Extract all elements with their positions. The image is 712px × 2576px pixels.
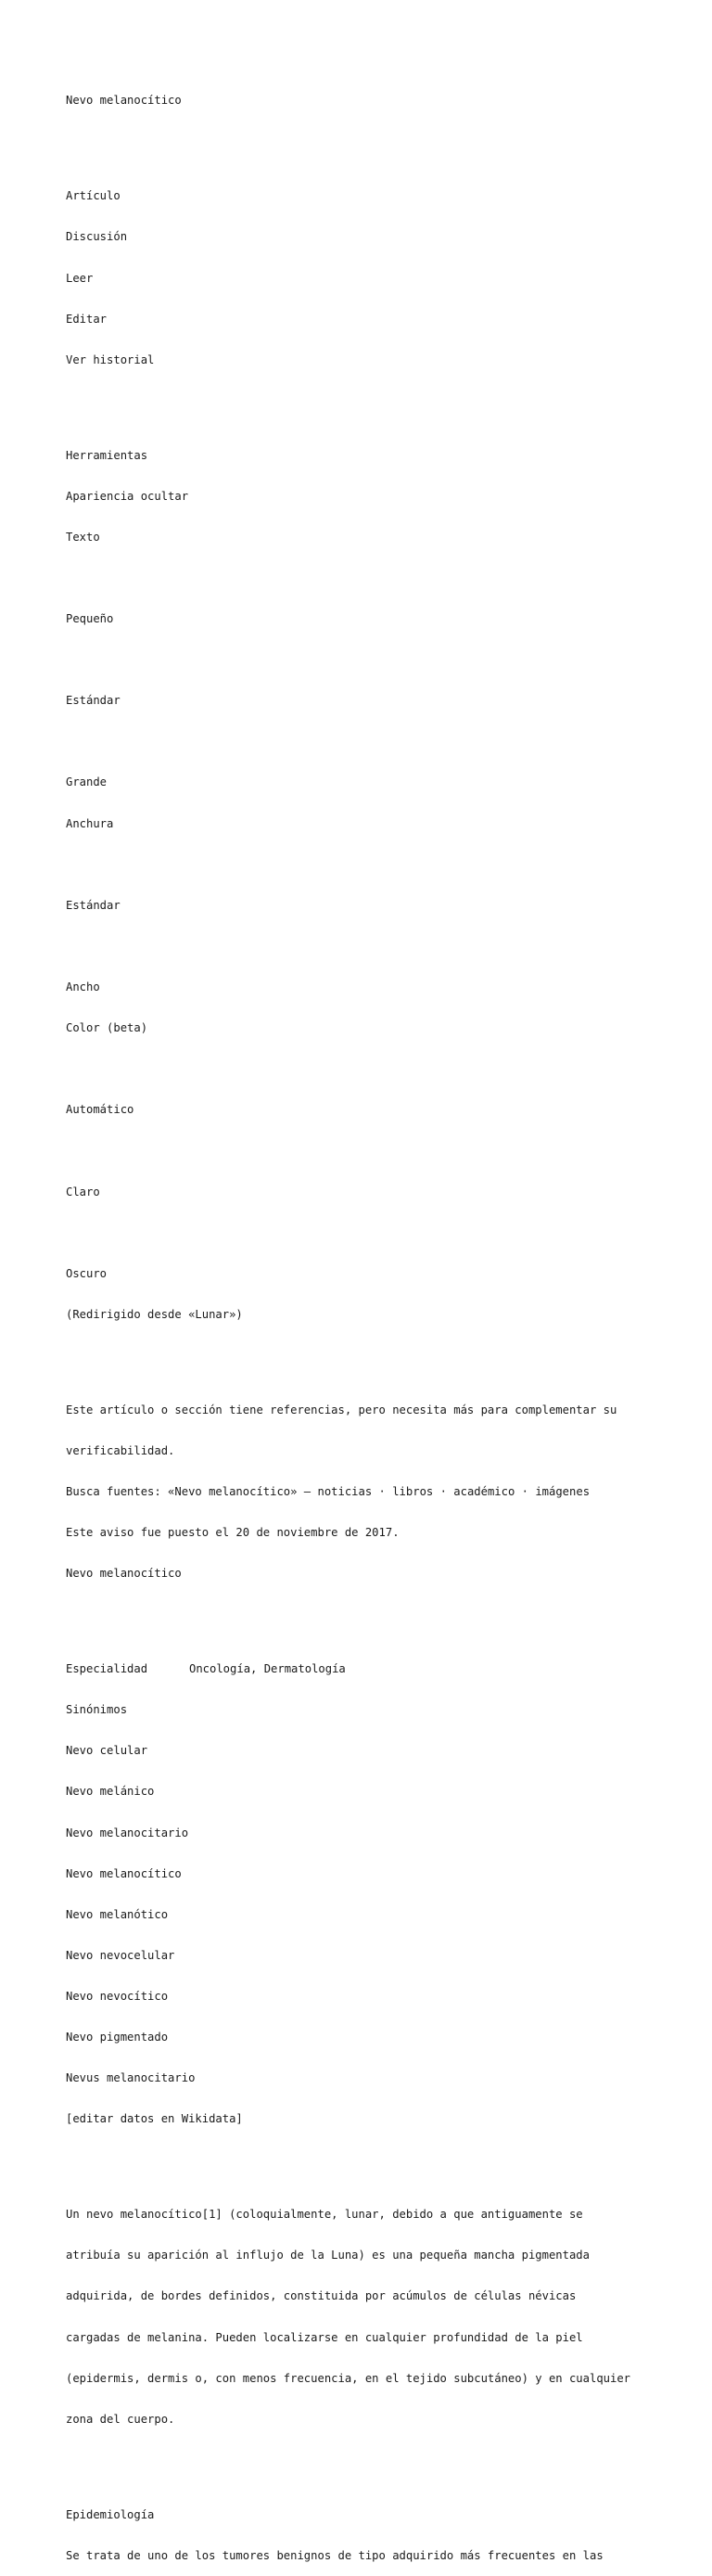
synonym-item: Nevo melanótico — [66, 1907, 169, 1921]
notice-line-1: Este artículo o sección tiene referencias, pero necesita más para complementar su — [66, 1403, 617, 1416]
notice-sources — [66, 1485, 659, 1499]
tab-edit[interactable]: Editar — [66, 312, 108, 326]
intro-line: zona del cuerpo. — [66, 2412, 175, 2426]
infobox-specialty-row — [66, 1662, 659, 1676]
spacer — [66, 1349, 659, 1363]
separator: · — [515, 1484, 536, 1498]
width-standard-option[interactable]: Estándar — [66, 898, 121, 912]
spacer — [66, 2153, 659, 2167]
synonym-item: Nevo melanocítico — [66, 1866, 182, 1880]
section-heading-epidemiology: Epidemiología — [66, 2507, 155, 2521]
color-light-option[interactable]: Claro — [66, 1185, 100, 1198]
tab-discussion[interactable]: Discusión — [66, 230, 128, 244]
spacer — [66, 653, 659, 667]
tools-menu[interactable]: Herramientas — [66, 448, 148, 462]
spacer — [66, 735, 659, 749]
separator: · — [372, 1484, 393, 1498]
specialty-value[interactable]: Oncología, Dermatología — [189, 1662, 346, 1676]
spacer — [66, 135, 659, 149]
color-dark-option[interactable]: Oscuro — [66, 1266, 108, 1280]
page-title: Nevo melanocítico — [66, 94, 182, 108]
spacer — [66, 1144, 659, 1158]
redirect-note: (Redirigido desde «Lunar») — [66, 1307, 243, 1321]
intro-line: Un nevo melanocítico[1] (coloquialmente, lunar, debido a que antiguamente se — [66, 2208, 583, 2222]
synonym-item: Nevo nevocelular — [66, 1948, 175, 1962]
intro-line: (epidermis, dermis o, con menos frecuencia, en el tejido subcutáneo) y en cualquier — [66, 2371, 631, 2385]
spacer — [66, 1608, 659, 1621]
spacer — [66, 1226, 659, 1240]
section-first-line: Se trata de uno de los tumores benignos de tipo adquirido más frecuentes en las — [66, 2548, 604, 2562]
color-label: Color (beta) — [66, 1021, 148, 1035]
synonym-item: Nevo celular — [66, 1744, 148, 1758]
tab-article[interactable]: Artículo — [66, 189, 121, 203]
tab-read[interactable]: Leer — [66, 271, 94, 285]
separator: · — [433, 1484, 454, 1498]
synonym-item: Nevo pigmentado — [66, 2031, 169, 2044]
source-news-link[interactable]: noticias — [317, 1484, 373, 1498]
notice-sources-prefix: Busca fuentes: «Nevo melanocítico» – — [66, 1484, 318, 1498]
source-images-link[interactable]: imágenes — [535, 1484, 591, 1498]
tab-history[interactable]: Ver historial — [66, 352, 155, 366]
intro-line: adquirida, de bordes definidos, constituida por acúmulos de células névicas — [66, 2289, 577, 2303]
spacer — [66, 2454, 659, 2467]
width-wide-option[interactable]: Ancho — [66, 980, 100, 993]
appearance-hide-toggle[interactable]: Apariencia ocultar — [66, 489, 189, 503]
notice-date: Este aviso fue puesto el 20 de noviembre de 2017. — [66, 1526, 400, 1540]
edit-wikidata-link[interactable]: [editar datos en Wikidata] — [66, 2112, 243, 2126]
text-size-label: Texto — [66, 530, 100, 544]
article-page — [66, 67, 659, 2576]
specialty-label: Especialidad — [66, 1662, 148, 1676]
text-size-large-option[interactable]: Grande — [66, 775, 108, 789]
spacer — [66, 940, 659, 954]
spacer — [66, 858, 659, 872]
synonym-item: Nevo melanocitario — [66, 1826, 189, 1839]
notice-line-2: verificabilidad. — [66, 1443, 175, 1457]
infobox-title: Nevo melanocítico — [66, 1567, 182, 1581]
width-label: Anchura — [66, 816, 114, 830]
spacer — [66, 394, 659, 408]
text-size-small-option[interactable]: Pequeño — [66, 612, 114, 626]
color-auto-option[interactable]: Automático — [66, 1103, 134, 1117]
intro-line: atribuía su aparición al influjo de la Luna) es una pequeña mancha pigmentada — [66, 2249, 590, 2262]
synonyms-label: Sinónimos — [66, 1703, 128, 1717]
synonym-item: Nevo melánico — [66, 1785, 155, 1799]
spacer — [66, 1062, 659, 1076]
spacer — [66, 571, 659, 585]
synonym-item: Nevus melanocitario — [66, 2071, 196, 2085]
synonym-item: Nevo nevocítico — [66, 1989, 169, 2003]
source-academic-link[interactable]: académico — [453, 1484, 515, 1498]
source-books-link[interactable]: libros — [392, 1484, 434, 1498]
text-size-standard-option[interactable]: Estándar — [66, 694, 121, 708]
intro-line: cargadas de melanina. Pueden localizarse en cualquier profundidad de la piel — [66, 2330, 583, 2344]
